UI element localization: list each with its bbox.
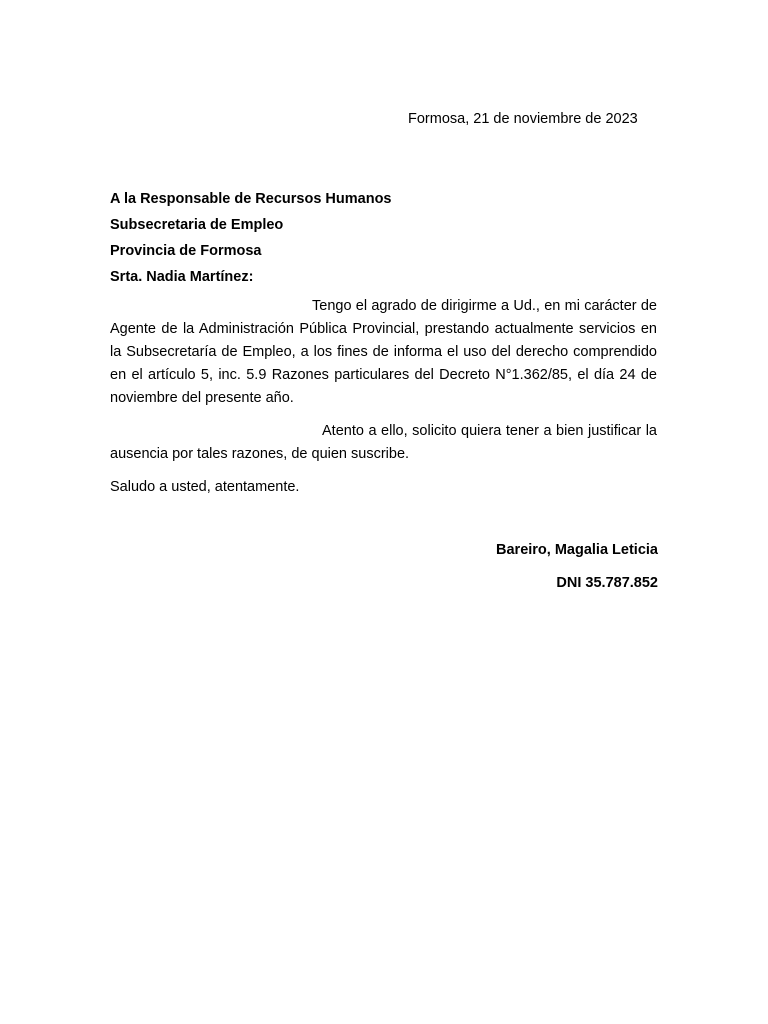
signature-name: Bareiro, Magalia Leticia bbox=[496, 542, 658, 558]
addressee-province: Provincia de Formosa bbox=[110, 243, 262, 259]
body-closing: Saludo a usted, atentamente. bbox=[110, 479, 300, 495]
addressee-salutation: Srta. Nadia Martínez: bbox=[110, 269, 254, 285]
body-paragraph-justification: Atento a ello, solicito quiera tener a bien justificar la ausencia por tales razones, de quien suscribe. bbox=[110, 423, 657, 462]
body-paragraph-request: Tengo el agrado de dirigirme a Ud., en mi carácter de Agente de la Administración Pública Provincial, prestando actualmente servicios en la Subsecretaría de Empleo, a los fines de informa el uso del derecho comprendido en el artículo 5, inc. 5.9 Razones particulares del Decreto N°1.362/85, el día 24 de noviembre del presente año. bbox=[110, 298, 657, 406]
addressee-department: Subsecretaria de Empleo bbox=[110, 217, 284, 233]
letter-date: Formosa, 21 de noviembre de 2023 bbox=[408, 111, 638, 127]
signature-block bbox=[496, 541, 658, 592]
addressee-recipient: A la Responsable de Recursos Humanos bbox=[110, 191, 392, 207]
letter-body bbox=[110, 295, 657, 499]
signature-dni: DNI 35.787.852 bbox=[556, 575, 658, 591]
addressee-block bbox=[110, 190, 670, 294]
